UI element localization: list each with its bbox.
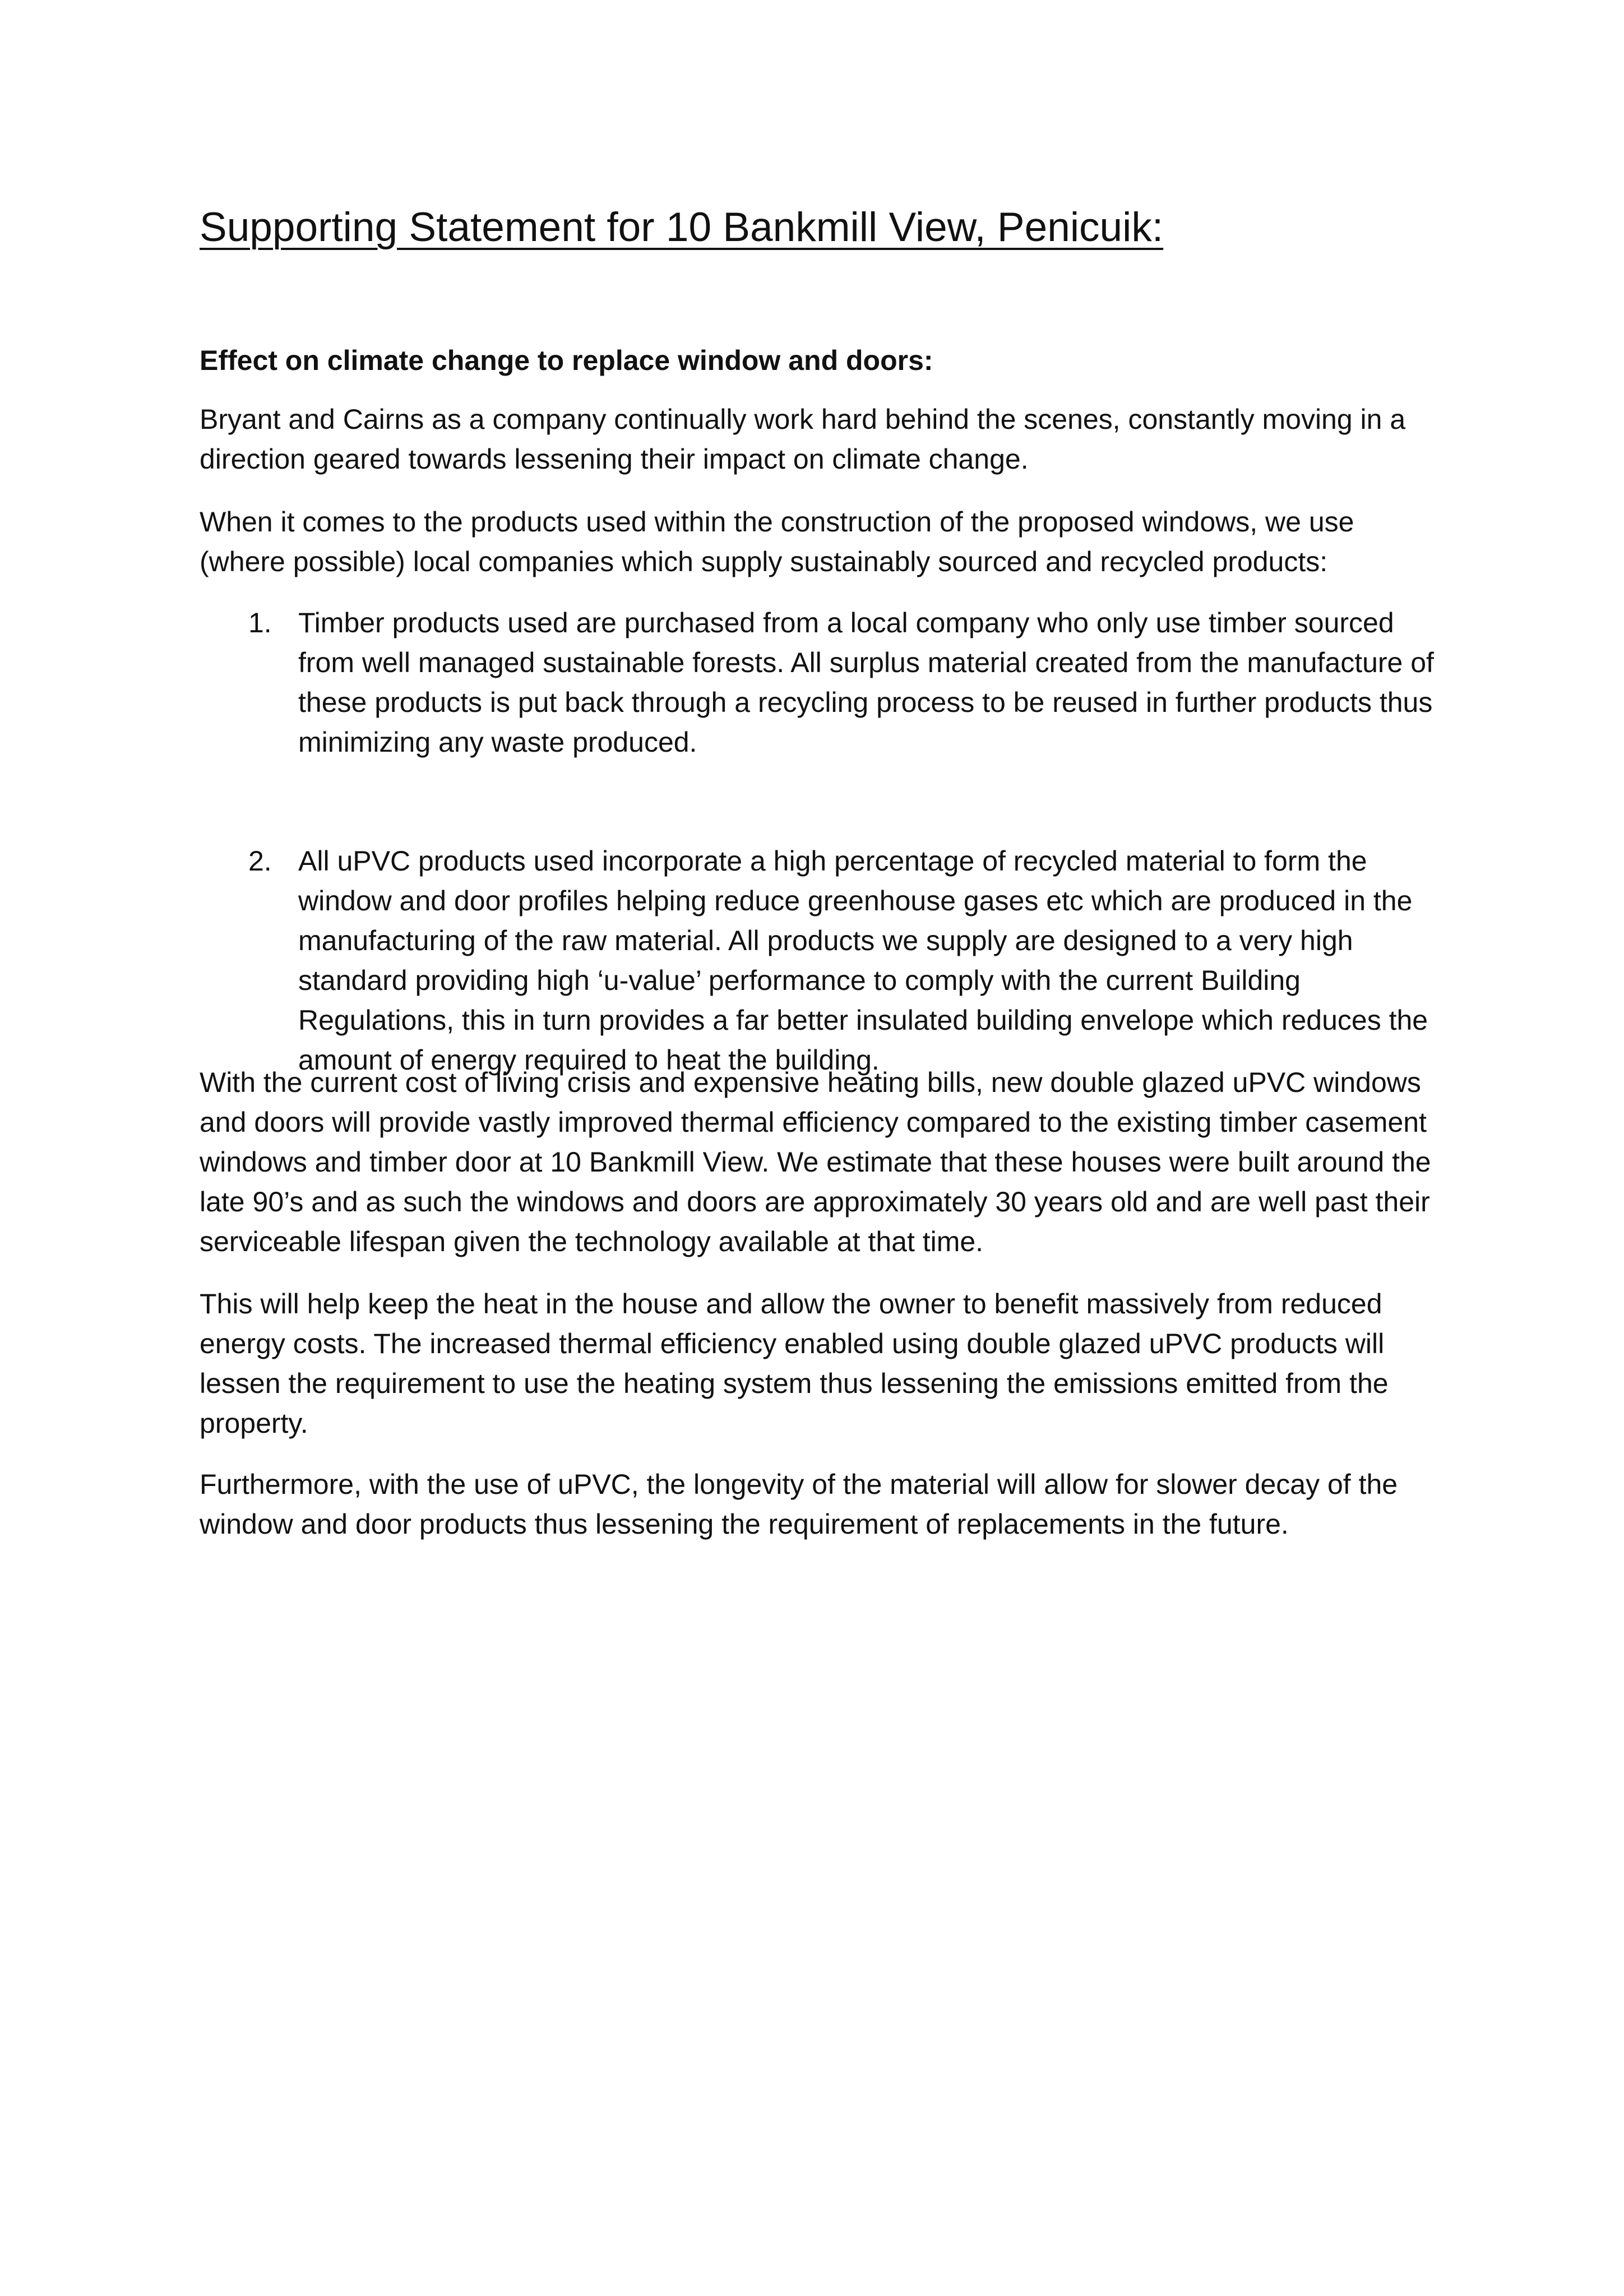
- text-line: When it comes to the products used within the construction of the proposed windows, we use: [200, 506, 1354, 538]
- paragraph-products: [200, 502, 1354, 582]
- text-line: This will help keep the heat in the house and allow the owner to benefit massively from reduced: [200, 1288, 1382, 1320]
- text-line: amount of energy required to heat the building.: [298, 1044, 880, 1076]
- text-line: from well managed sustainable forests. All surplus material created from the manufacture of: [298, 647, 1434, 678]
- list-number: 1.: [248, 607, 272, 638]
- paragraph-longevity: [200, 1465, 1398, 1544]
- text-line: With the current cost of living crisis and expensive heating bills, new double glazed uPVC windows: [200, 1067, 1421, 1098]
- text-line: All uPVC products used incorporate a high percentage of recycled material to form the: [298, 845, 1367, 877]
- text-line: Furthermore, with the use of uPVC, the longevity of the material will allow for slower decay of the: [200, 1469, 1398, 1500]
- text-line: these products is put back through a recycling process to be reused in further products thus: [298, 687, 1433, 718]
- text-line: Bryant and Cairns as a company continually work hard behind the scenes, constantly moving in a: [200, 404, 1406, 435]
- text-line: Regulations, this in turn provides a far better insulated building envelope which reduces the: [298, 1004, 1428, 1036]
- document-body: [200, 200, 1455, 1540]
- text-line: minimizing any waste produced.: [298, 726, 697, 758]
- text-line: direction geared towards lessening their impact on climate change.: [200, 443, 1029, 475]
- text-line: windows and timber door at 10 Bankmill View. We estimate that these houses were built around the: [200, 1146, 1431, 1178]
- document-title: Supporting Statement for 10 Bankmill View, Penicuik:: [200, 205, 1164, 250]
- paragraph-intro: [200, 400, 1405, 479]
- text-line: late 90’s and as such the windows and doors are approximately 30 years old and are well past their: [200, 1186, 1430, 1218]
- list-item-upvc: [200, 841, 1434, 1080]
- text-line: window and door products thus lessening the requirement of replacements in the future.: [200, 1508, 1289, 1540]
- paragraph-cost-of-living: [200, 1063, 1431, 1262]
- text-line: manufacturing of the raw material. All products we supply are designed to a very high: [298, 925, 1353, 956]
- text-line: window and door profiles helping reduce greenhouse gases etc which are produced in the: [298, 885, 1413, 916]
- text-line: (where possible) local companies which supply sustainably sourced and recycled products:: [200, 546, 1328, 577]
- text-line: property.: [200, 1408, 308, 1439]
- text-line: serviceable lifespan given the technology available at that time.: [200, 1226, 984, 1257]
- text-line: standard providing high ‘u-value’ performance to comply with the current Building: [298, 965, 1301, 996]
- text-line: lessen the requirement to use the heating system thus lessening the emissions emitted from the: [200, 1368, 1389, 1399]
- text-line: and doors will provide vastly improved thermal efficiency compared to the existing timber casement: [200, 1107, 1427, 1138]
- text-line: Timber products used are purchased from a local company who only use timber sourced: [298, 607, 1394, 638]
- section-heading: Effect on climate change to replace window and doors:: [200, 345, 933, 376]
- text-line: energy costs. The increased thermal efficiency enabled using double glazed uPVC products will: [200, 1328, 1385, 1359]
- paragraph-energy-costs: [200, 1284, 1389, 1443]
- list-item-timber: [200, 603, 1434, 762]
- list-number: 2.: [248, 845, 272, 877]
- numbered-list: [200, 603, 1434, 1080]
